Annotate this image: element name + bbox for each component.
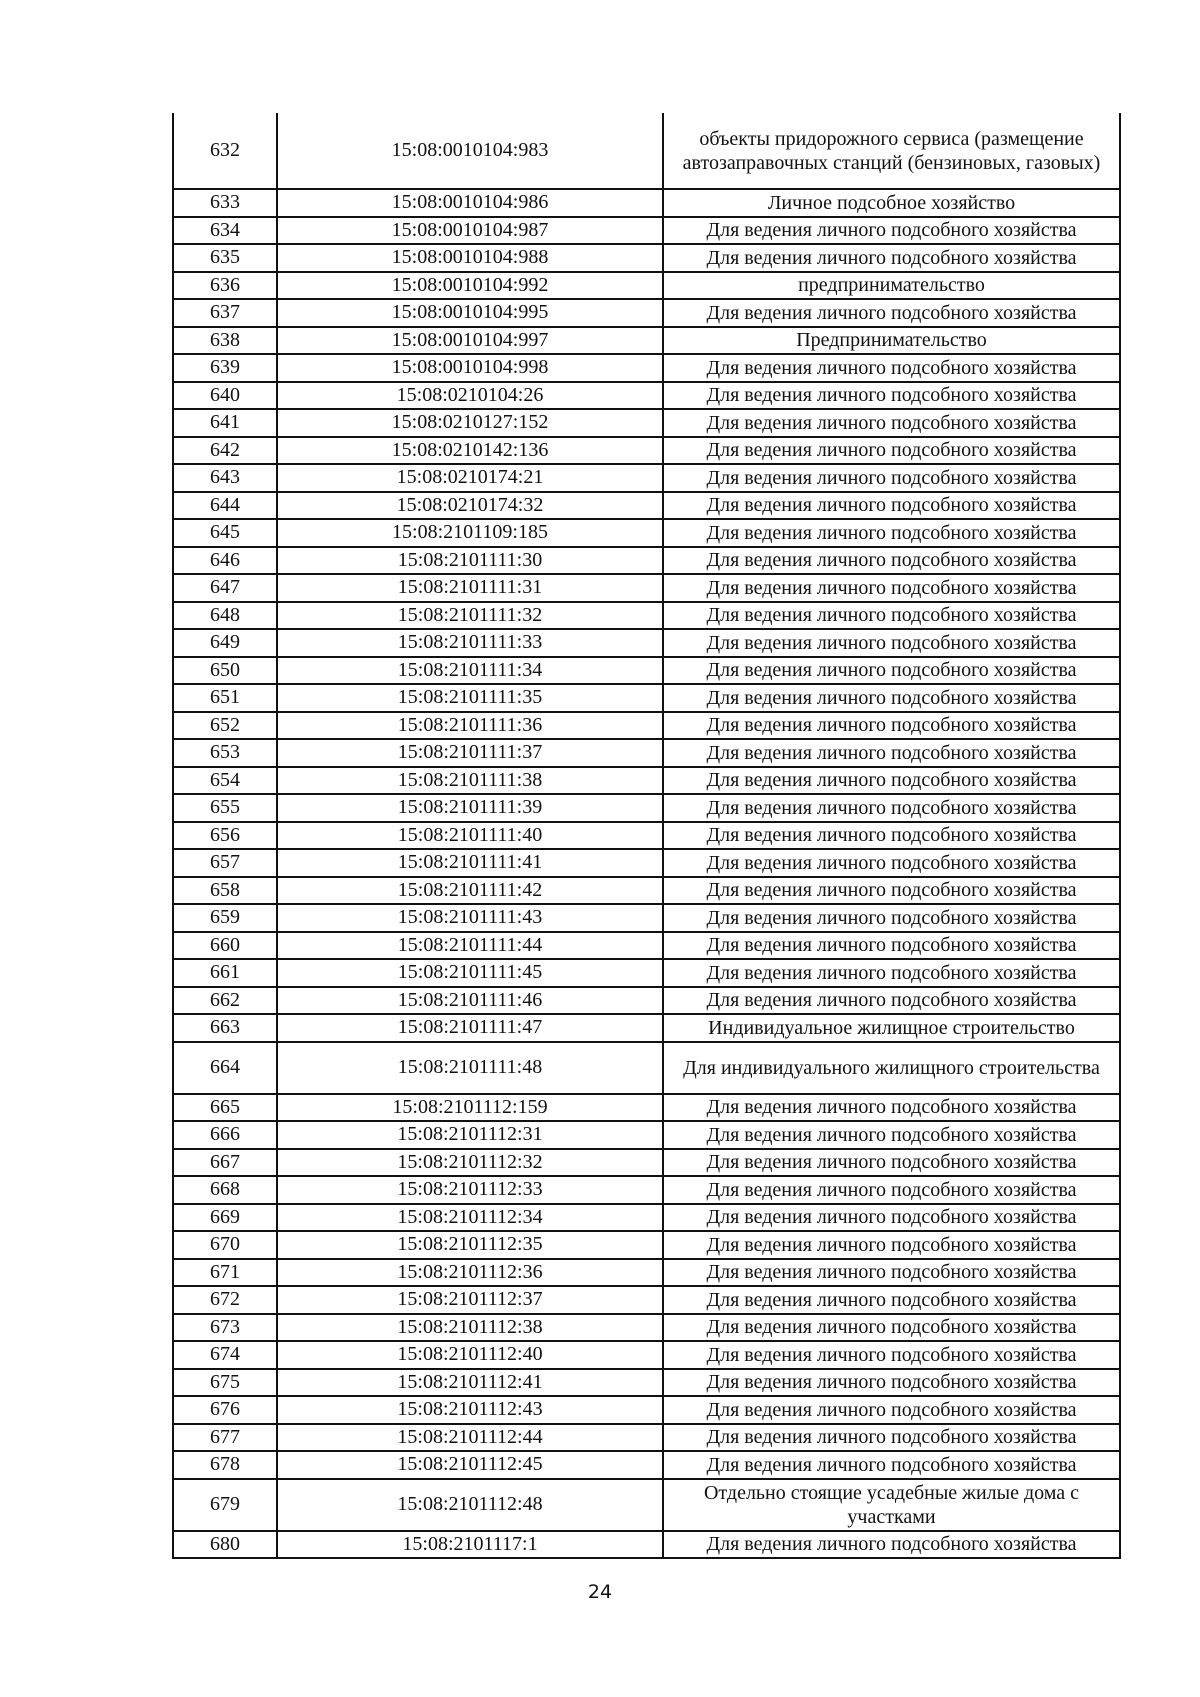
row-number-cell: 680: [173, 1531, 277, 1559]
land-use-cell: Отдельно стоящие усадебные жилые дома с участками: [663, 1479, 1120, 1531]
row-number-cell: 645: [173, 519, 277, 547]
row-number-cell: 650: [173, 657, 277, 685]
row-number-cell: 663: [173, 1014, 277, 1042]
cadastral-number-cell: 15:08:2101111:30: [277, 547, 663, 575]
cadastral-number-cell: 15:08:0210174:32: [277, 492, 663, 520]
table-row: [173, 712, 1120, 740]
table-row: [173, 547, 1120, 575]
cadastral-number-cell: 15:08:2101112:159: [277, 1094, 663, 1122]
cadastral-number-cell: 15:08:2101111:48: [277, 1042, 663, 1094]
cadastral-number-cell: 15:08:2101111:42: [277, 877, 663, 905]
table-body: [173, 113, 1120, 1558]
cadastral-number-cell: 15:08:0210104:26: [277, 382, 663, 410]
table-row: [173, 189, 1120, 217]
land-use-cell: Личное подсобное хозяйство: [663, 189, 1120, 217]
table-row: [173, 492, 1120, 520]
table-row: [173, 519, 1120, 547]
table-row: [173, 1369, 1120, 1397]
land-use-cell: Для ведения личного подсобного хозяйства: [663, 1341, 1120, 1369]
row-number-cell: 677: [173, 1424, 277, 1452]
table-row: [173, 657, 1120, 685]
land-use-cell: Для ведения личного подсобного хозяйства: [663, 1531, 1120, 1559]
row-number-cell: 658: [173, 877, 277, 905]
cadastral-number-cell: 15:08:2101111:46: [277, 987, 663, 1015]
cadastral-number-cell: 15:08:2101117:1: [277, 1531, 663, 1559]
cadastral-number-cell: 15:08:2101111:35: [277, 684, 663, 712]
land-use-cell: Для ведения личного подсобного хозяйства: [663, 492, 1120, 520]
cadastral-number-cell: 15:08:2101111:41: [277, 849, 663, 877]
table-row: [173, 932, 1120, 960]
table-row: [173, 1259, 1120, 1287]
row-number-cell: 636: [173, 272, 277, 300]
cadastral-number-cell: 15:08:2101112:33: [277, 1176, 663, 1204]
table-row: [173, 1204, 1120, 1232]
table-row: [173, 1424, 1120, 1452]
cadastral-number-cell: 15:08:0010104:986: [277, 189, 663, 217]
row-number-cell: 666: [173, 1121, 277, 1149]
table-row: [173, 217, 1120, 245]
row-number-cell: 673: [173, 1314, 277, 1342]
table-row: [173, 354, 1120, 382]
row-number-cell: 665: [173, 1094, 277, 1122]
row-number-cell: 651: [173, 684, 277, 712]
land-use-cell: Для ведения личного подсобного хозяйства: [663, 629, 1120, 657]
cadastral-number-cell: 15:08:2101112:48: [277, 1479, 663, 1531]
row-number-cell: 674: [173, 1341, 277, 1369]
row-number-cell: 675: [173, 1369, 277, 1397]
row-number-cell: 664: [173, 1042, 277, 1094]
cadastral-number-cell: 15:08:2101112:31: [277, 1121, 663, 1149]
cadastral-number-cell: 15:08:2101111:33: [277, 629, 663, 657]
cadastral-number-cell: 15:08:0010104:998: [277, 354, 663, 382]
row-number-cell: 652: [173, 712, 277, 740]
cadastral-number-cell: 15:08:0010104:995: [277, 299, 663, 327]
row-number-cell: 640: [173, 382, 277, 410]
land-use-cell: Для ведения личного подсобного хозяйства: [663, 437, 1120, 465]
table-row: [173, 1531, 1120, 1559]
cadastral-number-cell: 15:08:0210127:152: [277, 409, 663, 437]
cadastral-number-cell: 15:08:2101111:31: [277, 574, 663, 602]
land-use-cell: Для ведения личного подсобного хозяйства: [663, 712, 1120, 740]
cadastral-number-cell: 15:08:2101112:36: [277, 1259, 663, 1287]
cadastral-number-cell: 15:08:0010104:983: [277, 113, 663, 189]
land-use-cell: Для ведения личного подсобного хозяйства: [663, 1424, 1120, 1452]
table-row: [173, 1014, 1120, 1042]
row-number-cell: 653: [173, 739, 277, 767]
table-row: [173, 574, 1120, 602]
row-number-cell: 679: [173, 1479, 277, 1531]
row-number-cell: 656: [173, 822, 277, 850]
cadastral-number-cell: 15:08:2101111:38: [277, 767, 663, 795]
row-number-cell: 667: [173, 1149, 277, 1177]
cadastral-number-cell: 15:08:2101111:39: [277, 794, 663, 822]
table-row: [173, 1286, 1120, 1314]
table-row: [173, 794, 1120, 822]
row-number-cell: 662: [173, 987, 277, 1015]
cadastral-number-cell: 15:08:2101111:40: [277, 822, 663, 850]
row-number-cell: 671: [173, 1259, 277, 1287]
row-number-cell: 641: [173, 409, 277, 437]
row-number-cell: 661: [173, 959, 277, 987]
land-use-cell: Для ведения личного подсобного хозяйства: [663, 959, 1120, 987]
table-row: [173, 272, 1120, 300]
land-plots-table: [172, 113, 1121, 1559]
land-use-cell: Индивидуальное жилищное строительство: [663, 1014, 1120, 1042]
row-number-cell: 634: [173, 217, 277, 245]
land-use-cell: Для ведения личного подсобного хозяйства: [663, 1369, 1120, 1397]
table-row: [173, 684, 1120, 712]
row-number-cell: 639: [173, 354, 277, 382]
table-row: [173, 1341, 1120, 1369]
land-use-cell: Для ведения личного подсобного хозяйства: [663, 1451, 1120, 1479]
row-number-cell: 644: [173, 492, 277, 520]
cadastral-number-cell: 15:08:2101111:32: [277, 602, 663, 630]
land-use-cell: Для ведения личного подсобного хозяйства: [663, 547, 1120, 575]
row-number-cell: 676: [173, 1396, 277, 1424]
row-number-cell: 637: [173, 299, 277, 327]
land-use-cell: Для ведения личного подсобного хозяйства: [663, 932, 1120, 960]
cadastral-number-cell: 15:08:2101112:45: [277, 1451, 663, 1479]
row-number-cell: 646: [173, 547, 277, 575]
table-row: [173, 849, 1120, 877]
land-use-cell: Для ведения личного подсобного хозяйства: [663, 1259, 1120, 1287]
row-number-cell: 655: [173, 794, 277, 822]
cadastral-number-cell: 15:08:2101112:32: [277, 1149, 663, 1177]
table-row: [173, 327, 1120, 355]
land-use-cell: Для ведения личного подсобного хозяйства: [663, 299, 1120, 327]
row-number-cell: 659: [173, 904, 277, 932]
land-use-cell: Для ведения личного подсобного хозяйства: [663, 1231, 1120, 1259]
land-use-cell: предпринимательство: [663, 272, 1120, 300]
table-row: [173, 244, 1120, 272]
land-use-cell: Для ведения личного подсобного хозяйства: [663, 382, 1120, 410]
cadastral-number-cell: 15:08:0010104:987: [277, 217, 663, 245]
cadastral-number-cell: 15:08:2101109:185: [277, 519, 663, 547]
land-use-cell: Для индивидуального жилищного строительства: [663, 1042, 1120, 1094]
land-use-cell: Для ведения личного подсобного хозяйства: [663, 1396, 1120, 1424]
land-use-cell: Для ведения личного подсобного хозяйства: [663, 657, 1120, 685]
row-number-cell: 657: [173, 849, 277, 877]
table-row: [173, 904, 1120, 932]
row-number-cell: 654: [173, 767, 277, 795]
row-number-cell: 669: [173, 1204, 277, 1232]
land-use-cell: Для ведения личного подсобного хозяйства: [663, 794, 1120, 822]
row-number-cell: 635: [173, 244, 277, 272]
row-number-cell: 672: [173, 1286, 277, 1314]
row-number-cell: 632: [173, 113, 277, 189]
land-use-cell: Для ведения личного подсобного хозяйства: [663, 409, 1120, 437]
land-use-cell: Для ведения личного подсобного хозяйства: [663, 1094, 1120, 1122]
table-row: [173, 1314, 1120, 1342]
table-row: [173, 767, 1120, 795]
row-number-cell: 670: [173, 1231, 277, 1259]
land-use-cell: Для ведения личного подсобного хозяйства: [663, 1204, 1120, 1232]
row-number-cell: 649: [173, 629, 277, 657]
row-number-cell: 643: [173, 464, 277, 492]
cadastral-number-cell: 15:08:2101111:36: [277, 712, 663, 740]
land-use-cell: Для ведения личного подсобного хозяйства: [663, 354, 1120, 382]
table-row: [173, 1396, 1120, 1424]
cadastral-number-cell: 15:08:2101111:43: [277, 904, 663, 932]
table-row: [173, 1479, 1120, 1531]
land-use-cell: Для ведения личного подсобного хозяйства: [663, 987, 1120, 1015]
land-use-cell: объекты придорожного сервиса (размещение автозаправочных станций (бензиновых, газовых): [663, 113, 1120, 189]
table-row: [173, 602, 1120, 630]
land-use-cell: Для ведения личного подсобного хозяйства: [663, 519, 1120, 547]
land-use-cell: Для ведения личного подсобного хозяйства: [663, 244, 1120, 272]
cadastral-number-cell: 15:08:2101111:34: [277, 657, 663, 685]
cadastral-number-cell: 15:08:0010104:992: [277, 272, 663, 300]
cadastral-number-cell: 15:08:2101112:44: [277, 1424, 663, 1452]
land-use-cell: Для ведения личного подсобного хозяйства: [663, 684, 1120, 712]
table-row: [173, 1231, 1120, 1259]
table-row: [173, 1042, 1120, 1094]
cadastral-number-cell: 15:08:2101112:41: [277, 1369, 663, 1397]
cadastral-number-cell: 15:08:2101112:38: [277, 1314, 663, 1342]
row-number-cell: 642: [173, 437, 277, 465]
land-use-cell: Для ведения личного подсобного хозяйства: [663, 1176, 1120, 1204]
row-number-cell: 668: [173, 1176, 277, 1204]
table-row: [173, 382, 1120, 410]
row-number-cell: 633: [173, 189, 277, 217]
row-number-cell: 648: [173, 602, 277, 630]
land-use-cell: Для ведения личного подсобного хозяйства: [663, 1121, 1120, 1149]
cadastral-number-cell: 15:08:0010104:997: [277, 327, 663, 355]
table-row: [173, 739, 1120, 767]
cadastral-number-cell: 15:08:2101111:44: [277, 932, 663, 960]
cadastral-number-cell: 15:08:2101112:43: [277, 1396, 663, 1424]
table-row: [173, 822, 1120, 850]
table-row: [173, 437, 1120, 465]
table-row: [173, 1121, 1120, 1149]
land-use-cell: Для ведения личного подсобного хозяйства: [663, 1149, 1120, 1177]
land-use-cell: Для ведения личного подсобного хозяйства: [663, 217, 1120, 245]
cadastral-number-cell: 15:08:2101111:47: [277, 1014, 663, 1042]
table-row: [173, 629, 1120, 657]
row-number-cell: 660: [173, 932, 277, 960]
cadastral-number-cell: 15:08:2101112:37: [277, 1286, 663, 1314]
land-use-cell: Для ведения личного подсобного хозяйства: [663, 574, 1120, 602]
table-row: [173, 1149, 1120, 1177]
row-number-cell: 647: [173, 574, 277, 602]
table-row: [173, 959, 1120, 987]
table-row: [173, 1176, 1120, 1204]
table-row: [173, 877, 1120, 905]
cadastral-number-cell: 15:08:0210142:136: [277, 437, 663, 465]
table-row: [173, 1094, 1120, 1122]
table-row: [173, 409, 1120, 437]
land-use-cell: Для ведения личного подсобного хозяйства: [663, 877, 1120, 905]
page-number: 24: [587, 1581, 613, 1603]
land-use-cell: Для ведения личного подсобного хозяйства: [663, 822, 1120, 850]
land-use-cell: Для ведения личного подсобного хозяйства: [663, 849, 1120, 877]
table-row: [173, 299, 1120, 327]
land-use-cell: Для ведения личного подсобного хозяйства: [663, 464, 1120, 492]
cadastral-number-cell: 15:08:2101112:40: [277, 1341, 663, 1369]
land-use-cell: Для ведения личного подсобного хозяйства: [663, 602, 1120, 630]
land-use-cell: Для ведения личного подсобного хозяйства: [663, 767, 1120, 795]
land-use-cell: Для ведения личного подсобного хозяйства: [663, 739, 1120, 767]
cadastral-number-cell: 15:08:2101112:35: [277, 1231, 663, 1259]
cadastral-number-cell: 15:08:2101112:34: [277, 1204, 663, 1232]
cadastral-number-cell: 15:08:2101111:37: [277, 739, 663, 767]
land-use-cell: Для ведения личного подсобного хозяйства: [663, 904, 1120, 932]
table-row: [173, 1451, 1120, 1479]
table-row: [173, 464, 1120, 492]
land-use-cell: Для ведения личного подсобного хозяйства: [663, 1286, 1120, 1314]
cadastral-number-cell: 15:08:0010104:988: [277, 244, 663, 272]
cadastral-number-cell: 15:08:0210174:21: [277, 464, 663, 492]
row-number-cell: 678: [173, 1451, 277, 1479]
table-row: [173, 113, 1120, 189]
table-row: [173, 987, 1120, 1015]
land-use-cell: Для ведения личного подсобного хозяйства: [663, 1314, 1120, 1342]
cadastral-number-cell: 15:08:2101111:45: [277, 959, 663, 987]
land-use-cell: Предпринимательство: [663, 327, 1120, 355]
row-number-cell: 638: [173, 327, 277, 355]
